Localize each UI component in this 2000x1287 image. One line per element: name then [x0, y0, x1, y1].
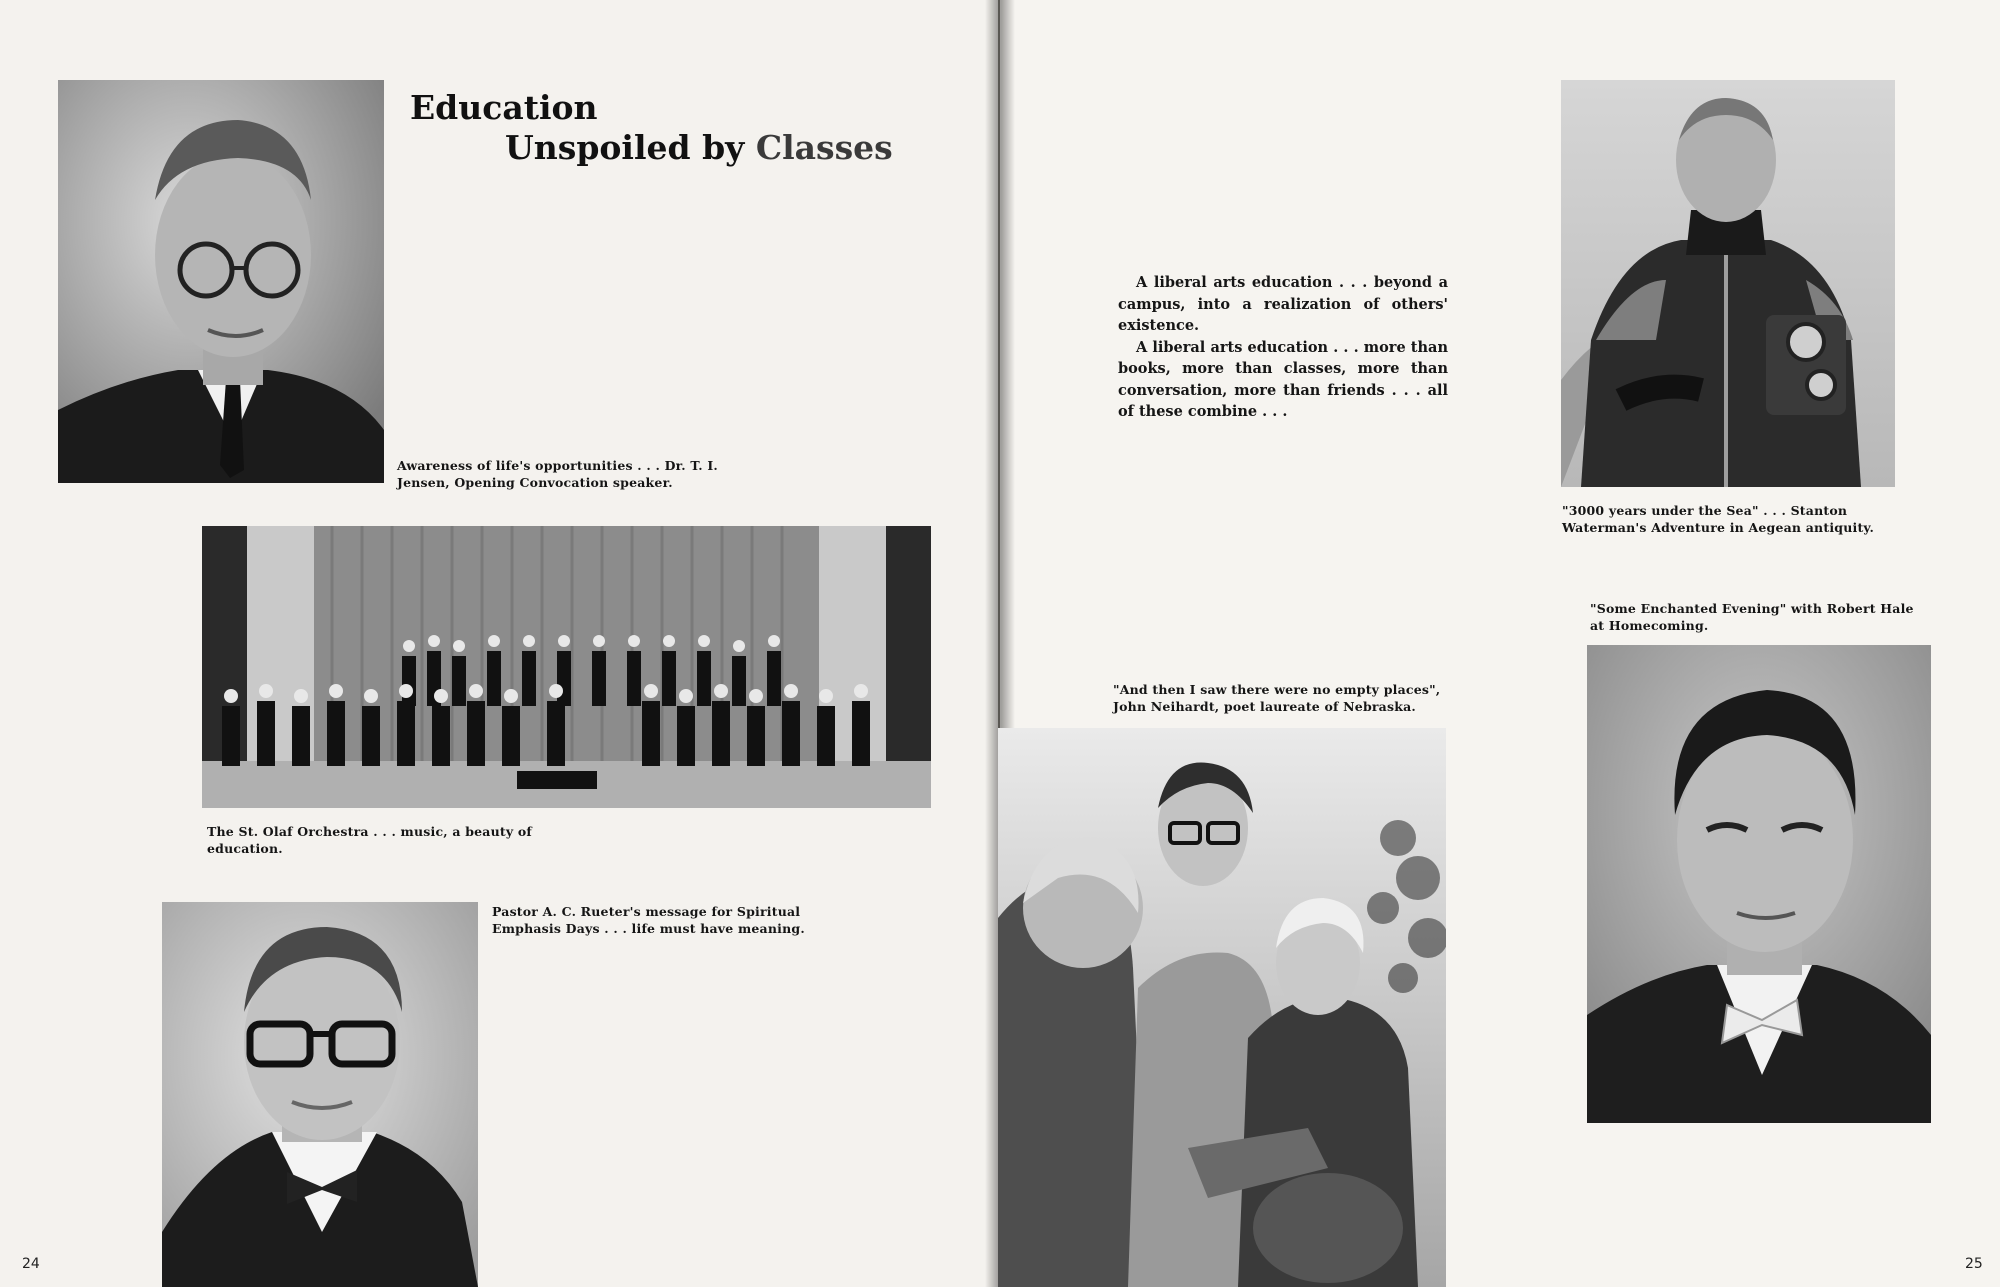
orchestra-caption: The St. Olaf Orchestra . . . music, a beauty of education. [207, 824, 533, 856]
headline-words: Unspoiled by [505, 128, 745, 167]
neihardt-caption: "And then I saw there were no empty places", John Neihardt, poet laureate of Nebraska. [1113, 682, 1441, 714]
waterman-caption: "3000 years under the Sea" . . . Stanton Waterman's Adventure in Aegean antiquity. [1562, 503, 1875, 535]
body-paragraph-1: A liberal arts education . . . beyond a campus, into a realization of others' existence. [1118, 274, 1448, 334]
body-paragraph-2: A liberal arts education . . . more than books, more than classes, more than conversation, more than friends . . . all of these combine . . . [1118, 338, 1448, 420]
hale-caption: "Some Enchanted Evening" with Robert Hale at Homecoming. [1590, 601, 1914, 633]
headline-accent-word: Classes [755, 128, 893, 167]
orchestra-photo [202, 526, 931, 808]
rueter-caption: Pastor A. C. Rueter's message for Spiritual Emphasis Days . . . life must have meaning. [492, 904, 805, 936]
neihardt-group-photo [998, 728, 1446, 1287]
body-text [1118, 272, 1448, 423]
page-number-right: 25 [1965, 1256, 1983, 1272]
headline-line1 [410, 88, 597, 128]
waterman-diver-photo [1561, 80, 1895, 487]
headline-line2 [505, 128, 893, 168]
headline-word-education: Education [410, 88, 598, 127]
jensen-portrait-photo [58, 80, 384, 483]
rueter-portrait-photo [162, 902, 478, 1287]
hale-portrait-photo [1587, 645, 1931, 1123]
page-number-left: 24 [22, 1256, 40, 1272]
jensen-caption: Awareness of life's opportunities . . . Dr. T. I. Jensen, Opening Convocation speaker. [397, 458, 718, 490]
